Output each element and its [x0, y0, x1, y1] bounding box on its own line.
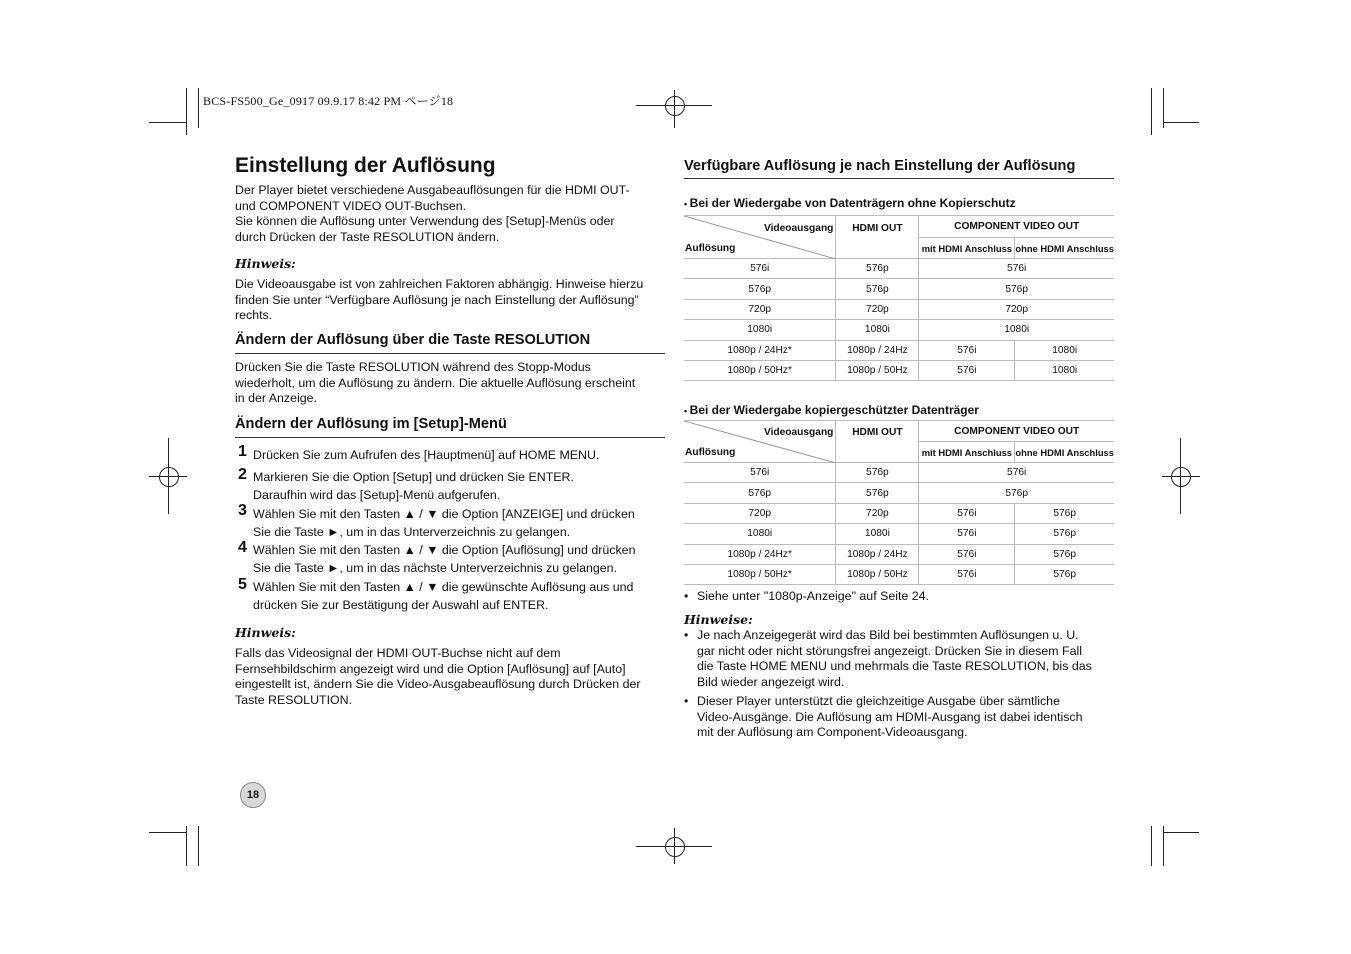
section-rule [235, 437, 665, 438]
step-number: 3 [238, 502, 247, 519]
header-video-output: Videoausgang [763, 223, 834, 234]
intro-text: Der Player bietet verschiedene Ausgabeauflösungen für die HDMI OUT- und COMPONENT VIDEO OUT-Buchsen. Sie können die Auflösung unter Verwendung des [Setup]-Menüs oder durch Drücken der Taste RESOLUTION ändern. [235, 183, 630, 244]
note-item: • Dieser Player unterstützt die gleichzeitige Ausgabe über sämtliche Video-Ausgänge. Die Auflösung am HDMI-Ausgang ist dabei identisch mit der Auflösung am Component-Videoausgang. [684, 694, 1083, 740]
header-resolution: Auflösung [685, 243, 736, 254]
section-rule [235, 353, 665, 354]
footnote: • Siehe unter "1080p-Anzeige" auf Seite 24. [684, 589, 929, 603]
table-row: 1080p / 50Hz* 1080p / 50Hz 576i 576p [684, 564, 1114, 584]
step-text: Markieren Sie die Option [Setup] und drücken Sie ENTER. Daraufhin wird das [Setup]-Menü aufgerufen. [253, 470, 574, 502]
note-item: • Je nach Anzeigegerät wird das Bild bei bestimmten Auflösungen u. U. gar nicht oder nicht störungsfrei angezeigt. Drücken Sie in diesem Fall die Taste HOME MENU und mehrmals die Taste RESOLUTION, bis das Bild wieder angezeigt wird. [684, 628, 1092, 689]
step-number: 2 [238, 466, 247, 483]
header-hdmi-out: HDMI OUT [836, 216, 919, 259]
step-text: Wählen Sie mit den Tasten ▲ / ▼ die Option [ANZEIGE] und drücken Sie die Taste ►, um in das Unterverzeichnis zu gelangen. [253, 507, 635, 539]
diagonal-header-cell [684, 421, 836, 463]
table-row: 1080p / 24Hz* 1080p / 24Hz 576i 576p [684, 544, 1114, 564]
header-component: COMPONENT VIDEO OUT [919, 421, 1114, 442]
header-video-output: Videoausgang [763, 427, 834, 438]
section-rule [684, 178, 1114, 179]
table-row: 576p 576p 576p [684, 279, 1114, 299]
note-label: Hinweis: [235, 256, 296, 271]
table-row: 720p 720p 720p [684, 299, 1114, 319]
page-title: Einstellung der Auflösung [235, 154, 496, 177]
step-text: Drücken Sie zum Aufrufen des [Hauptmenü] auf HOME MENU. [253, 448, 600, 462]
print-header: BCS-FS500_Ge_0917 09.9.17 8:42 PM ページ18 [203, 94, 454, 108]
section-text: Drücken Sie die Taste RESOLUTION während des Stopp-Modus wiederholt, um die Auflösung zu ändern. Die aktuelle Auflösung erscheint in der Anzeige. [235, 360, 636, 406]
table-row: 1080p / 24Hz* 1080p / 24Hz 576i 1080i [684, 340, 1114, 360]
table-row: 576p 576p 576p [684, 483, 1114, 503]
right-heading: Verfügbare Auflösung je nach Einstellung der Auflösung [684, 158, 1076, 174]
resolution-table-unprotected [684, 215, 1114, 381]
table-row: 1080i 1080i 576i 576p [684, 524, 1114, 544]
section-heading-resolution-key: Ändern der Auflösung über die Taste RESOLUTION [235, 332, 591, 348]
step-number: 4 [238, 539, 247, 556]
diagonal-header-cell [684, 216, 836, 259]
table-row: 576i 576p 576i [684, 259, 1114, 279]
header-with-hdmi: mit HDMI Anschluss [919, 238, 1015, 259]
section-heading-setup-menu: Ändern der Auflösung im [Setup]-Menü [235, 416, 507, 432]
note-text: Falls das Videosignal der HDMI OUT-Buchse nicht auf dem Fernsehbildschirm angezeigt wird und die Option [Auflösung] auf [Auto] eingestellt ist, ändern Sie die Video-Ausgabeauflösung durch Drücken der Taste RESOLUTION. [235, 646, 641, 707]
step-number: 1 [238, 443, 247, 460]
header-with-hdmi: mit HDMI Anschluss [919, 442, 1015, 463]
note-label: Hinweis: [235, 625, 296, 640]
step-number: 5 [238, 576, 247, 593]
header-resolution: Auflösung [685, 447, 736, 458]
header-component: COMPONENT VIDEO OUT [919, 216, 1114, 238]
table-row: 576i 576p 576i [684, 463, 1114, 483]
table-row: 1080i 1080i 1080i [684, 320, 1114, 340]
header-without-hdmi: ohne HDMI Anschluss [1015, 442, 1114, 463]
note-text: Die Videoausgabe ist von zahlreichen Faktoren abhängig. Hinweise hierzu finden Sie unter “Verfügbare Auflösung je nach Einstellung der Auflösung” rechts. [235, 277, 644, 323]
table-row: 720p 720p 576i 576p [684, 503, 1114, 523]
resolution-table-protected [684, 420, 1114, 585]
notes-label: Hinweise: [684, 612, 753, 627]
step-text: Wählen Sie mit den Tasten ▲ / ▼ die gewünschte Auflösung aus und drücken Sie zur Bestätigung der Auswahl auf ENTER. [253, 580, 634, 612]
table-row: 1080p / 50Hz* 1080p / 50Hz 576i 1080i [684, 360, 1114, 380]
header-without-hdmi: ohne HDMI Anschluss [1015, 238, 1114, 259]
table-caption: • Bei der Wiedergabe von Datenträgern ohne Kopierschutz [684, 196, 1016, 210]
step-text: Wählen Sie mit den Tasten ▲ / ▼ die Option [Auflösung] und drücken Sie die Taste ►, um in das nächste Unterverzeichnis zu gelangen. [253, 543, 636, 575]
table-caption: • Bei der Wiedergabe kopiergeschützter Datenträger [684, 403, 979, 417]
page-number: 18 [240, 782, 266, 808]
header-hdmi-out: HDMI OUT [836, 421, 919, 463]
